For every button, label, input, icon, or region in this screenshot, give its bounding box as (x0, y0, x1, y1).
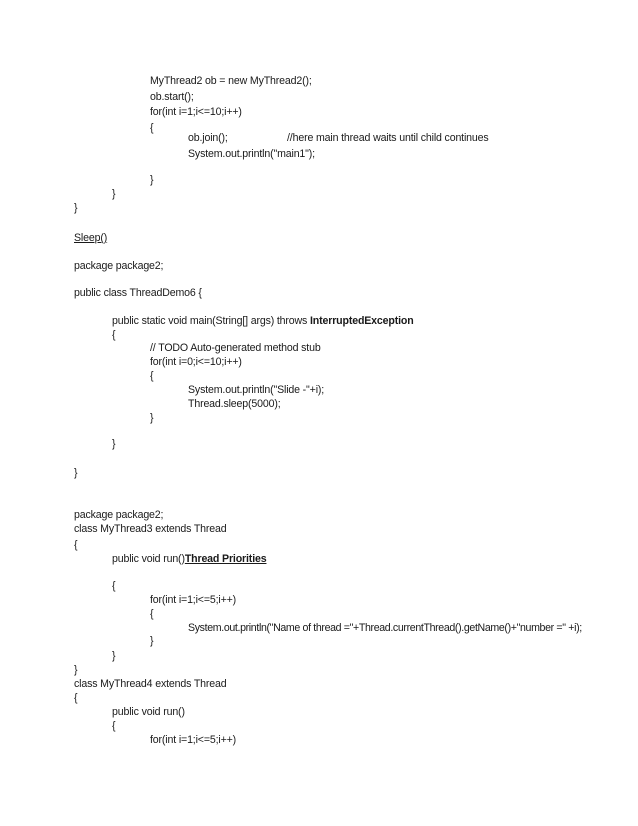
code-line (112, 553, 266, 566)
code-line: System.out.println("Slide -"+i); (188, 384, 325, 396)
code-line: } (150, 412, 154, 424)
code-line: class MyThread4 extends Thread (74, 678, 227, 690)
code-comment: //here main thread waits until child continues (287, 132, 489, 144)
code-line: ob.start(); (150, 91, 194, 103)
code-line: } (150, 174, 154, 186)
code-line: System.out.println("Name of thread ="+Thread.currentThread().getName()+"number =" +i); (188, 622, 582, 634)
code-line: { (112, 580, 116, 592)
code-line: } (74, 202, 78, 214)
code-line: ob.join(); (188, 132, 228, 144)
code-line: { (112, 329, 116, 341)
code-line: for(int i=1;i<=5;i++) (150, 594, 237, 606)
code-line: Thread.sleep(5000); (188, 398, 281, 410)
method-signature: public static void main(String[] args) throws (112, 315, 310, 327)
code-line: class MyThread3 extends Thread (74, 523, 227, 535)
code-line: } (112, 438, 116, 450)
code-line: { (74, 692, 78, 704)
code-comment: // TODO Auto-generated method stub (150, 342, 321, 354)
code-line: MyThread2 ob = new MyThread2(); (150, 75, 312, 87)
section-heading-sleep: Sleep() (74, 232, 108, 244)
code-line: System.out.println("main1"); (188, 148, 315, 160)
code-line: { (112, 720, 116, 732)
code-line: { (150, 370, 154, 382)
code-line: { (74, 539, 78, 551)
code-line (112, 315, 414, 328)
code-line: public class ThreadDemo6 { (74, 287, 202, 299)
method-signature: public void run() (112, 553, 185, 565)
code-line: for(int i=0;i<=10;i++) (150, 356, 242, 368)
code-line: package package2; (74, 509, 164, 521)
code-line: } (112, 188, 116, 200)
code-line: } (74, 467, 78, 479)
code-line: } (74, 664, 78, 676)
code-line: package package2; (74, 260, 164, 272)
code-line: public void run() (112, 706, 185, 718)
code-line: for(int i=1;i<=5;i++) (150, 734, 237, 746)
code-line: } (112, 650, 116, 662)
code-line: } (150, 635, 154, 647)
exception-name: InterruptedException (310, 315, 414, 327)
code-line: { (150, 122, 154, 134)
section-heading-thread-priorities: Thread Priorities (184, 553, 267, 565)
code-line: { (150, 608, 154, 620)
code-line: for(int i=1;i<=10;i++) (150, 106, 242, 118)
